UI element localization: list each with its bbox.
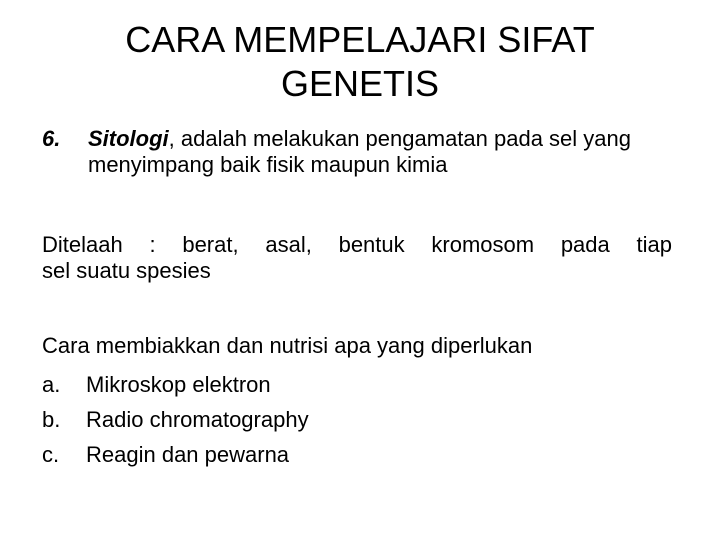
- list-marker: c.: [42, 442, 60, 467]
- slide-title-line-1: CARA MEMPELAJARI SIFAT: [125, 19, 595, 60]
- slide-title: [60, 18, 660, 106]
- paragraph-ditelaah-line-2: sel suatu spesies: [42, 258, 211, 283]
- paragraph-ditelaah-line-1: Ditelaah : berat, asal, bentuk kromosom pada tiap: [42, 232, 672, 257]
- list-item: [42, 437, 309, 472]
- list-item-text: Radio chromatography: [86, 407, 309, 432]
- item-number: 6.: [42, 126, 61, 151]
- slide-title-line-2: GENETIS: [280, 63, 440, 104]
- list-marker: b.: [42, 407, 61, 432]
- paragraph-ditelaah: [42, 232, 672, 284]
- numbered-item-6: [42, 126, 702, 178]
- item-term: Sitologi: [88, 126, 169, 151]
- list-item-text: Reagin dan pewarna: [86, 442, 290, 467]
- method-list: [42, 367, 309, 472]
- list-marker: a.: [42, 372, 61, 397]
- item-body: [88, 126, 702, 178]
- list-item: [42, 402, 309, 437]
- paragraph-cara-membiakkan: Cara membiakkan dan nutrisi apa yang diperlukan: [42, 333, 533, 358]
- list-item-text: Mikroskop elektron: [86, 372, 271, 397]
- item-description: , adalah melakukan pengamatan pada sel yang menyimpang baik fisik maupun kimia: [88, 126, 631, 177]
- list-item: [42, 367, 309, 402]
